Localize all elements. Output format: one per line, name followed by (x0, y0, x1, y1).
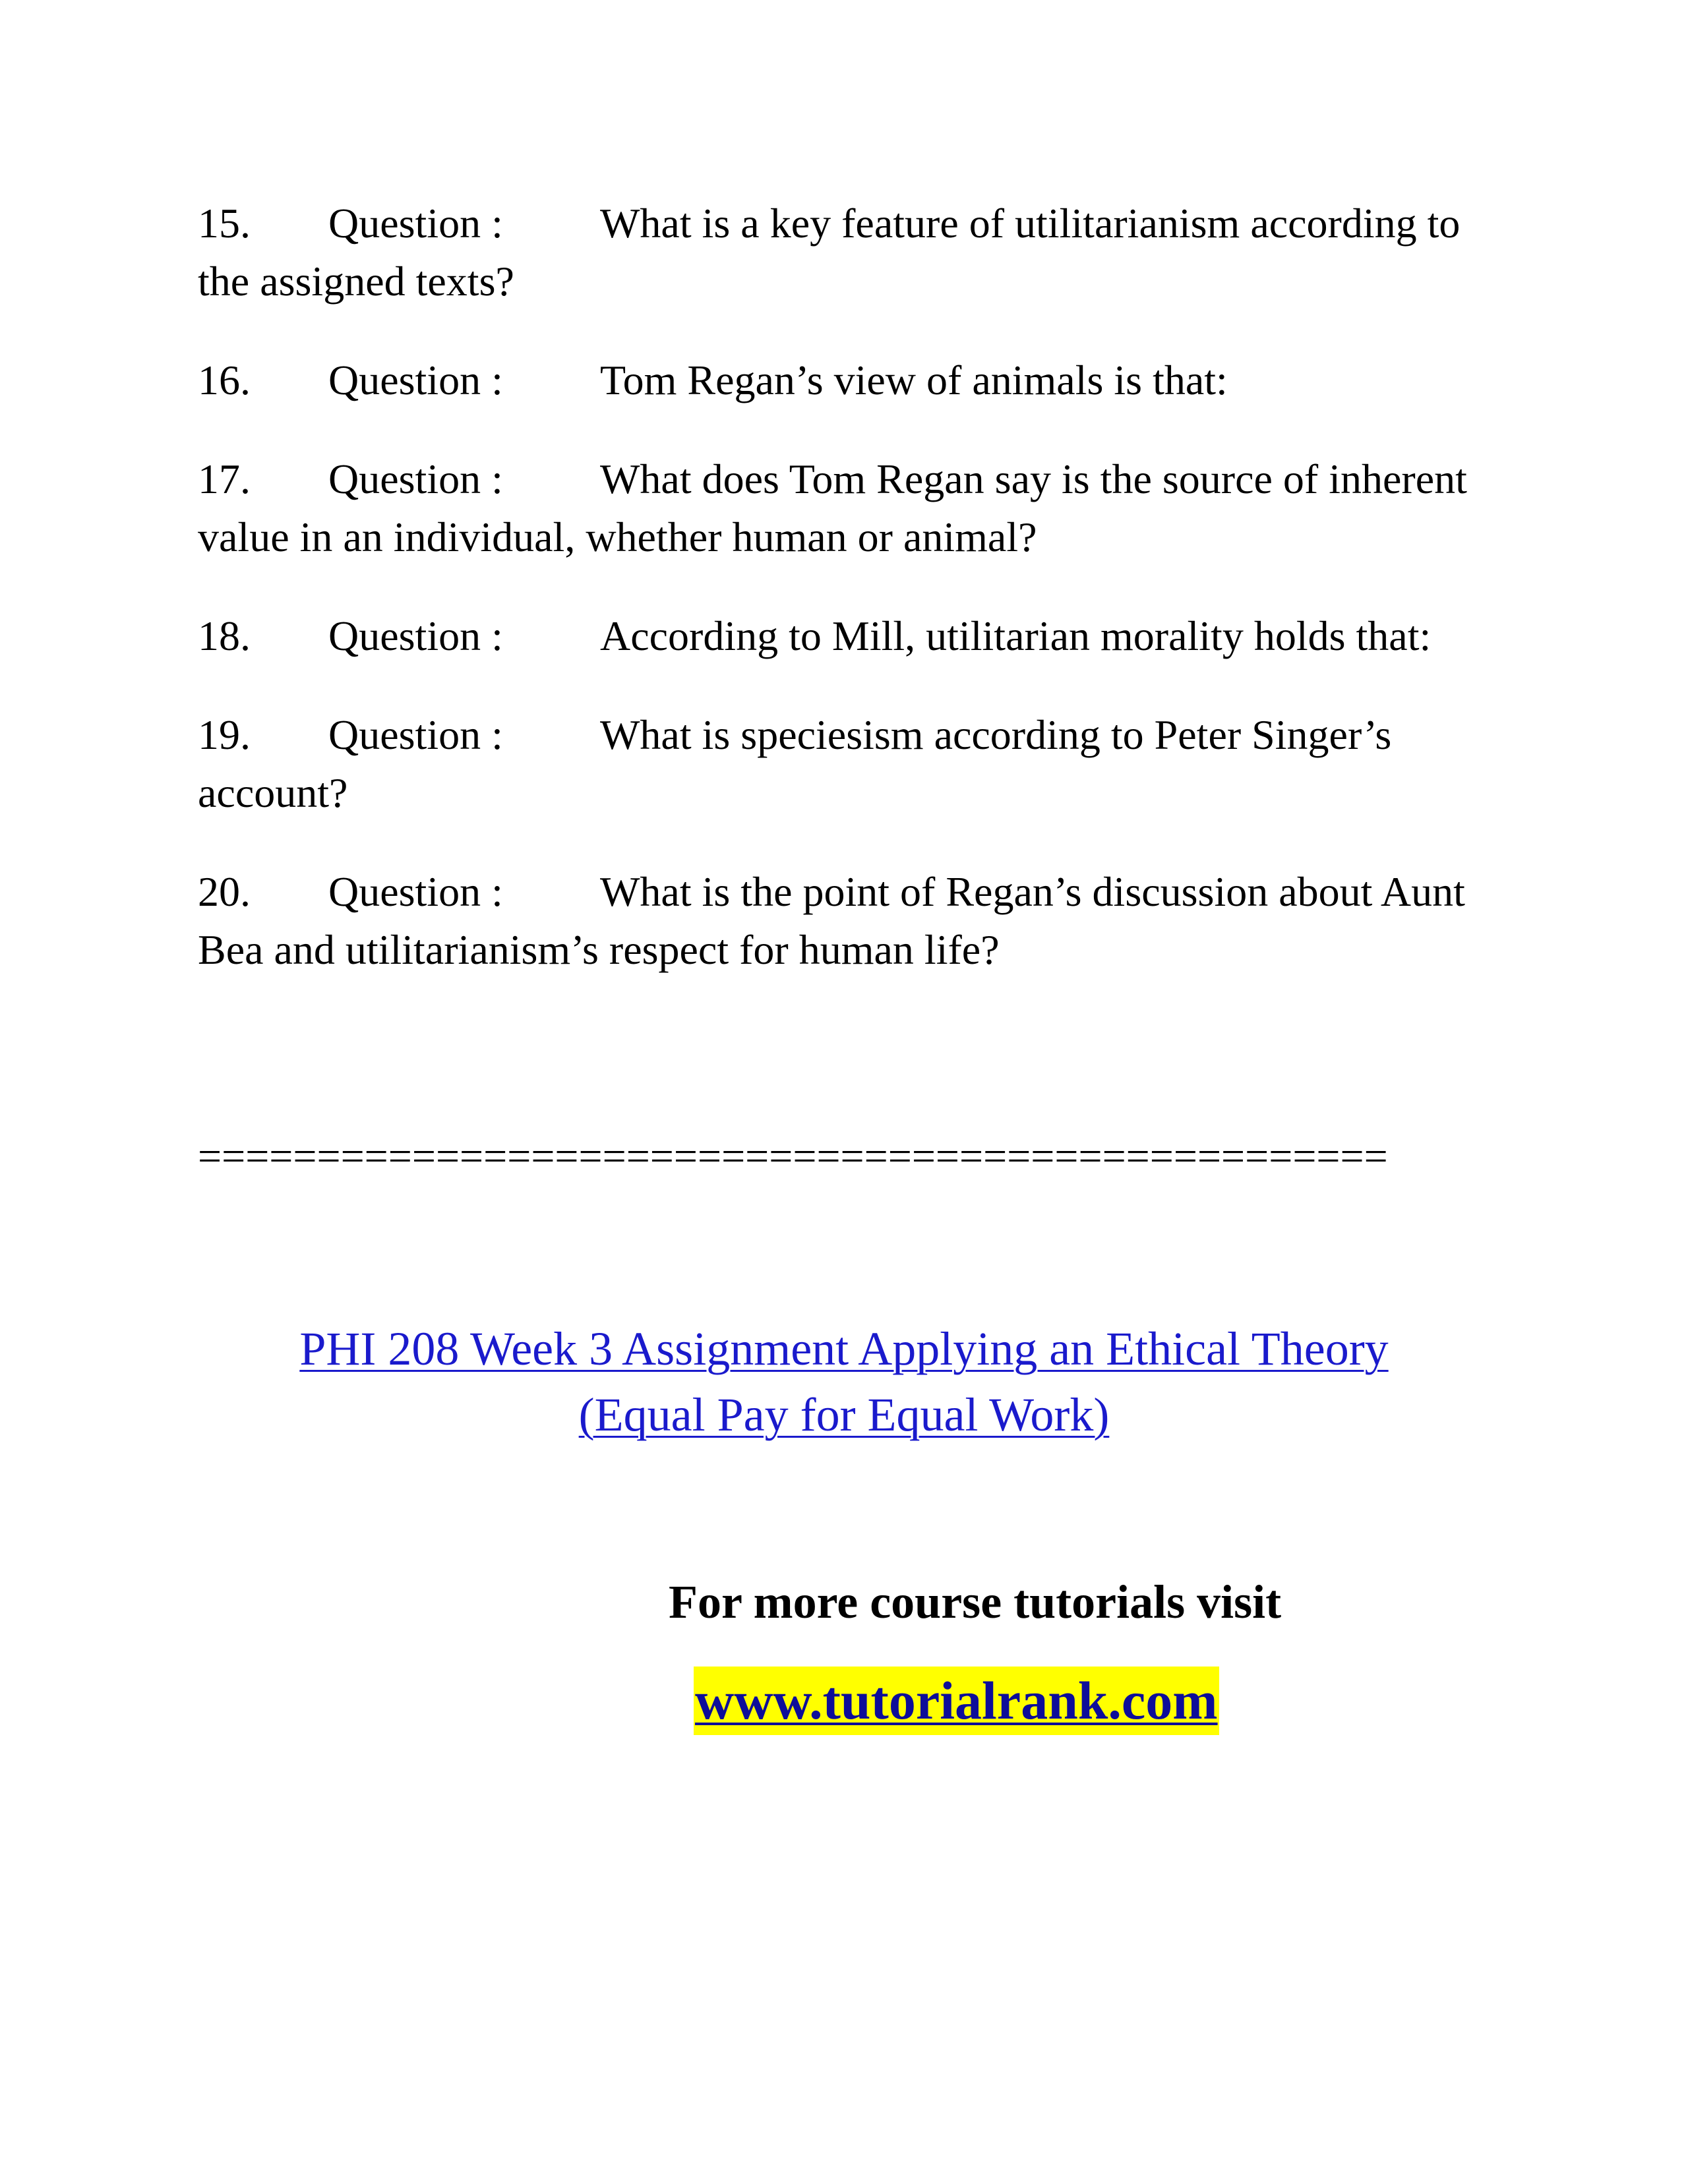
question-label: Question : (328, 711, 503, 758)
question-item (198, 706, 1484, 822)
question-list (198, 194, 1484, 1020)
assignment-link[interactable] (198, 1316, 1490, 1448)
question-text: What is a key feature of utilitarianism according to the assigned texts? (198, 200, 1461, 305)
question-text: What is the point of Regan’s discussion about Aunt Bea and utilitarianism’s respect for human life? (198, 868, 1465, 973)
visit-prompt: For more course tutorials visit (669, 1576, 1282, 1628)
question-label: Question : (328, 200, 503, 247)
question-item (198, 194, 1484, 310)
question-label: Question : (328, 612, 503, 659)
question-text: What is speciesism according to Peter Singer’s account? (198, 711, 1392, 816)
question-item (198, 863, 1484, 979)
section-divider: ================================================== (198, 1133, 1388, 1179)
question-label: Question : (328, 868, 503, 915)
question-number: 16. (198, 357, 251, 403)
question-label: Question : (328, 456, 503, 502)
question-label: Question : (328, 357, 503, 403)
question-text: Tom Regan’s view of animals is that: (600, 357, 1228, 403)
question-item (198, 607, 1484, 665)
tutorialrank-link[interactable]: www.tutorialrank.com (694, 1667, 1219, 1735)
assignment-link-line1[interactable]: PHI 208 Week 3 Assignment Applying an Ethical Theory (299, 1322, 1389, 1375)
question-item (198, 450, 1484, 566)
question-text: What does Tom Regan say is the source of inherent value in an individual, whether human or animal? (198, 456, 1467, 560)
question-number: 17. (198, 456, 251, 502)
question-number: 19. (198, 711, 251, 758)
question-number: 20. (198, 868, 251, 915)
question-number: 15. (198, 200, 251, 247)
question-number: 18. (198, 612, 251, 659)
assignment-link-line2[interactable]: (Equal Pay for Equal Work) (578, 1388, 1110, 1441)
question-text: According to Mill, utilitarian morality holds that: (600, 612, 1432, 659)
question-item (198, 351, 1484, 409)
